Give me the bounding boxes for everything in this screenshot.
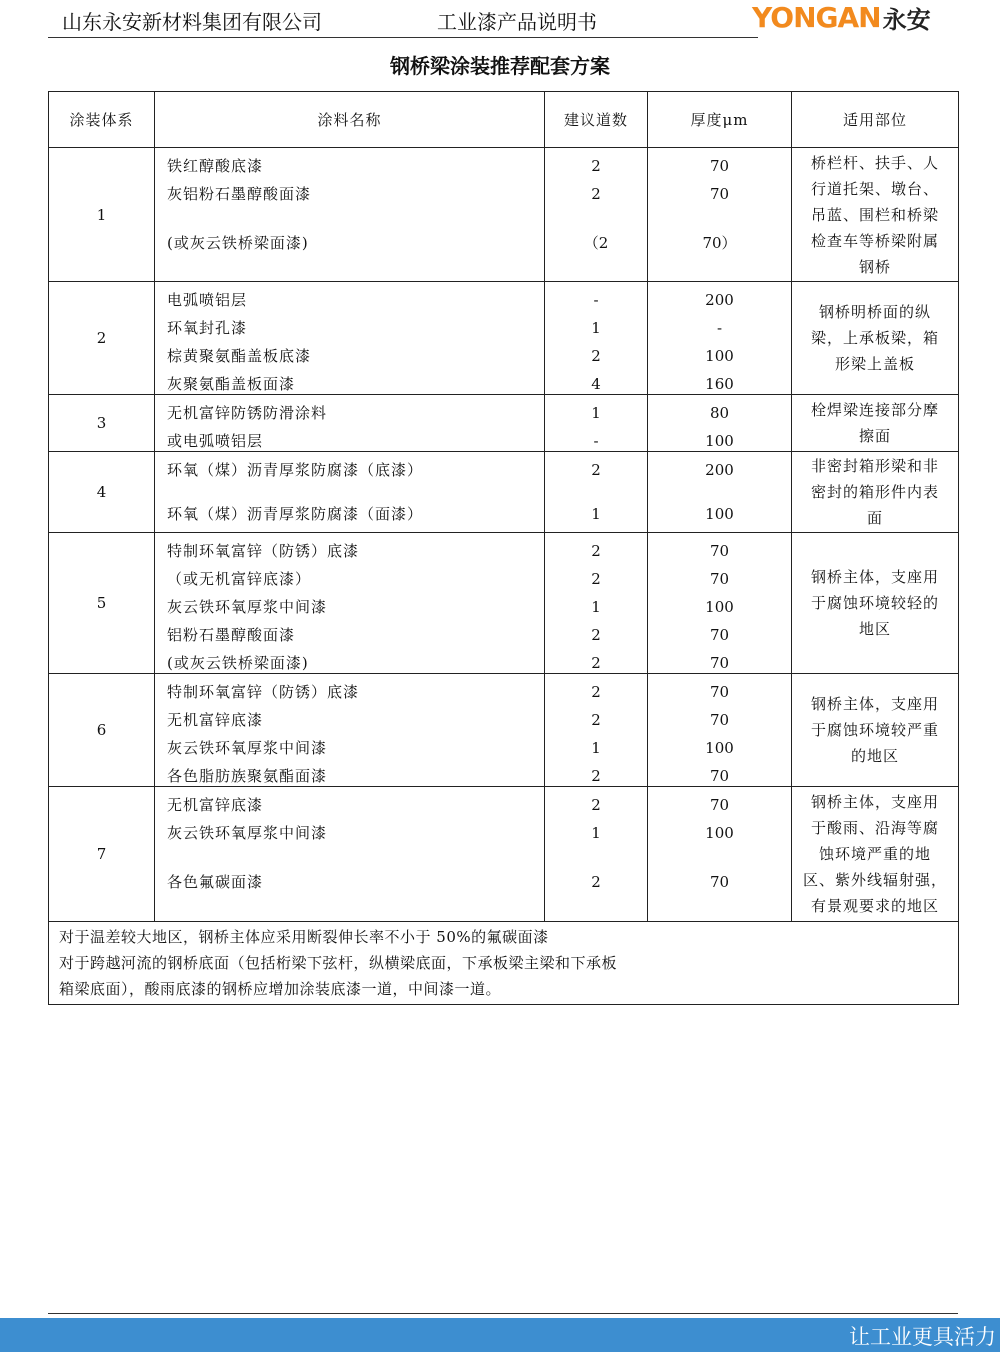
cell-line: 各色脂肪族聚氨酯面漆 xyxy=(167,767,328,785)
cell-line: 2 xyxy=(591,626,601,644)
cell-line: 100 xyxy=(705,505,734,523)
cell-line: 铁红醇酸底漆 xyxy=(167,157,264,175)
thickness-cell xyxy=(648,452,792,533)
cell-line: - xyxy=(716,319,723,337)
page-header xyxy=(0,0,1000,40)
application-area-cell xyxy=(792,148,959,282)
coating-name-cell xyxy=(155,282,545,395)
area-line: 检查车等桥梁附属 xyxy=(810,231,939,250)
cell-line xyxy=(155,208,544,229)
cell-line: 80 xyxy=(709,404,730,422)
cell-line: （2 xyxy=(583,233,609,252)
cell-line: 1 xyxy=(591,404,601,422)
area-line: 密封的箱形件内表 xyxy=(810,483,939,501)
cell-line: 70 xyxy=(709,873,730,891)
area-line: 面 xyxy=(866,509,883,527)
cell-line: 2 xyxy=(591,683,601,701)
cell-line: 70 xyxy=(709,711,730,729)
coats-cell xyxy=(545,282,648,395)
cell-line: 特制环氧富锌（防锈）底漆 xyxy=(167,683,360,701)
cell-line: 100 xyxy=(705,432,734,450)
coats-cell xyxy=(545,674,648,787)
notes-cell xyxy=(49,922,959,1005)
cell-line: 1 xyxy=(591,505,601,523)
cell-line: (或灰云铁桥梁面漆) xyxy=(167,233,309,252)
cell-line: 2 xyxy=(591,767,601,785)
cell-line: 环氧（煤）沥青厚浆防腐漆（面漆） xyxy=(167,505,424,523)
cell-line: 灰云铁环氧厚浆中间漆 xyxy=(167,739,328,757)
area-line: 区、紫外线辐射强， xyxy=(802,871,947,889)
cell-line: 100 xyxy=(705,347,734,365)
cell-line: 70 xyxy=(709,683,730,701)
cell-line: 200 xyxy=(705,291,734,309)
area-line: 有景观要求的地区 xyxy=(810,897,939,915)
header-coating-name: 涂料名称 xyxy=(155,92,545,148)
cell-line: (或灰云铁桥梁面漆) xyxy=(167,654,309,672)
header-application: 适用部位 xyxy=(792,92,959,148)
area-line: 钢桥主体，支座用 xyxy=(810,793,939,811)
cell-line: - xyxy=(593,432,599,450)
coats-cell xyxy=(545,452,648,533)
cell-line: 70 xyxy=(709,796,730,814)
area-line: 吊蓝、围栏和桥梁 xyxy=(810,205,939,224)
table-row xyxy=(49,674,959,787)
cell-line: 电弧喷铝层 xyxy=(167,291,248,309)
cell-line: 特制环氧富锌（防锈）底漆 xyxy=(167,542,360,560)
cell-line: 70 xyxy=(709,626,730,644)
cell-line: - xyxy=(593,291,599,309)
cell-line: 1 xyxy=(591,739,601,757)
footer-divider xyxy=(48,1313,958,1314)
cell-line xyxy=(545,896,647,917)
cell-line: 2 xyxy=(591,461,601,479)
cell-line: 70 xyxy=(709,157,730,175)
cell-line: 环氧（煤）沥青厚浆防腐漆（底漆） xyxy=(167,461,424,479)
cell-line xyxy=(648,847,791,868)
system-id-cell: 4 xyxy=(49,452,155,533)
logo-text-en: YONGAN xyxy=(752,0,881,34)
area-line: 的地区 xyxy=(850,747,899,765)
cell-line: 1 xyxy=(591,598,601,616)
coats-cell xyxy=(545,395,648,452)
area-line: 蚀环境严重的地 xyxy=(818,845,931,863)
cell-line: 70 xyxy=(709,542,730,560)
note-line: 箱梁底面），酸雨底漆的钢桥应增加涂装底漆一道，中间漆一道。 xyxy=(59,980,502,998)
cell-line: 160 xyxy=(705,375,734,393)
system-id-cell: 1 xyxy=(49,148,155,282)
cell-line: 100 xyxy=(705,739,734,757)
system-id-cell: 5 xyxy=(49,533,155,674)
thickness-cell xyxy=(648,148,792,282)
table-row xyxy=(49,787,959,922)
area-line: 栓焊梁连接部分摩 xyxy=(810,401,939,419)
area-line: 钢桥 xyxy=(858,257,891,276)
cell-line: 环氧封孔漆 xyxy=(167,319,248,337)
area-line: 梁，上承板梁，箱 xyxy=(810,329,939,347)
cell-line: 70 xyxy=(709,767,730,785)
cell-line: 2 xyxy=(591,873,601,891)
table-row xyxy=(49,452,959,533)
coating-name-cell xyxy=(155,674,545,787)
cell-line: 灰铝粉石墨醇酸面漆 xyxy=(167,185,312,203)
company-name: 山东永安新材料集团有限公司 xyxy=(62,10,322,34)
table-row xyxy=(49,282,959,395)
document-type: 工业漆产品说明书 xyxy=(437,10,597,34)
application-area-cell xyxy=(792,282,959,395)
cell-line: 灰云铁环氧厚浆中间漆 xyxy=(167,598,328,616)
cell-line: 100 xyxy=(705,598,734,616)
cell-line: 铝粉石墨醇酸面漆 xyxy=(167,626,296,644)
cell-line xyxy=(155,847,544,868)
system-id-cell: 2 xyxy=(49,282,155,395)
system-id-cell: 7 xyxy=(49,787,155,922)
header-coats: 建议道数 xyxy=(545,92,648,148)
thickness-cell xyxy=(648,787,792,922)
cell-line: 无机富锌底漆 xyxy=(167,796,264,814)
area-line: 钢桥主体，支座用 xyxy=(810,568,939,586)
cell-line: 2 xyxy=(591,570,601,588)
cell-line: 100 xyxy=(705,824,734,842)
cell-line: 2 xyxy=(591,796,601,814)
coating-scheme-table xyxy=(48,91,959,1005)
header-divider xyxy=(48,37,758,38)
table-row xyxy=(49,148,959,282)
footer-slogan: 让工业更具活力 xyxy=(849,1325,996,1349)
area-line: 擦面 xyxy=(858,427,891,445)
cell-line: 1 xyxy=(591,824,601,842)
area-line: 形梁上盖板 xyxy=(834,355,915,373)
cell-line xyxy=(545,208,647,229)
system-id-cell: 6 xyxy=(49,674,155,787)
cell-line: 棕黄聚氨酯盖板底漆 xyxy=(167,347,312,365)
area-line: 于酸雨、沿海等腐 xyxy=(810,819,939,837)
area-line: 钢桥主体，支座用 xyxy=(810,695,939,713)
area-line: 地区 xyxy=(858,620,891,638)
notes-row xyxy=(49,922,959,1005)
cell-line xyxy=(545,257,647,278)
cell-line xyxy=(155,896,544,917)
cell-line: 70 xyxy=(709,185,730,203)
note-line: 对于跨越河流的钢桥底面（包括桁梁下弦杆，纵横梁底面，下承板梁主梁和下承板 xyxy=(59,954,618,972)
cell-line: 70） xyxy=(702,233,737,252)
coating-name-cell xyxy=(155,787,545,922)
area-line: 行道托架、墩台、 xyxy=(810,179,939,198)
coats-cell xyxy=(545,533,648,674)
page-title: 钢桥梁涂装推荐配套方案 xyxy=(390,54,610,78)
logo-text-cn: 永安 xyxy=(882,5,931,34)
table-header-row xyxy=(49,92,959,148)
cell-line: 2 xyxy=(591,185,601,203)
application-area-cell xyxy=(792,787,959,922)
yongan-logo xyxy=(752,0,931,34)
cell-line: 各色氟碳面漆 xyxy=(167,873,264,891)
cell-line: 2 xyxy=(591,654,601,672)
coating-name-cell xyxy=(155,452,545,533)
area-line: 桥栏杆、扶手、人 xyxy=(810,153,939,172)
table-row xyxy=(49,395,959,452)
application-area-cell xyxy=(792,395,959,452)
cell-line xyxy=(648,896,791,917)
cell-line xyxy=(648,208,791,229)
area-line: 钢桥明桥面的纵 xyxy=(818,303,931,321)
coating-name-cell xyxy=(155,395,545,452)
cell-line: 200 xyxy=(705,461,734,479)
header-system: 涂装体系 xyxy=(49,92,155,148)
application-area-cell xyxy=(792,674,959,787)
cell-line xyxy=(155,257,544,278)
coats-cell xyxy=(545,787,648,922)
thickness-cell xyxy=(648,282,792,395)
thickness-cell xyxy=(648,674,792,787)
note-line: 对于温差较大地区，钢桥主体应采用断裂伸长率不小于 50%的氟碳面漆 xyxy=(59,928,549,946)
system-id-cell: 3 xyxy=(49,395,155,452)
coating-name-cell xyxy=(155,148,545,282)
application-area-cell xyxy=(792,533,959,674)
thickness-cell xyxy=(648,533,792,674)
cell-line xyxy=(545,847,647,868)
cell-line: 1 xyxy=(591,319,601,337)
cell-line: 灰聚氨酯盖板面漆 xyxy=(167,375,296,393)
cell-line: 无机富锌防锈防滑涂料 xyxy=(167,404,328,422)
thickness-cell xyxy=(648,395,792,452)
cell-line: 2 xyxy=(591,542,601,560)
cell-line: 灰云铁环氧厚浆中间漆 xyxy=(167,824,328,842)
cell-line: 2 xyxy=(591,347,601,365)
header-thickness: 厚度μm xyxy=(648,92,792,148)
cell-line xyxy=(648,257,791,278)
area-line: 于腐蚀环境较严重 xyxy=(810,721,939,739)
cell-line: 4 xyxy=(591,375,601,393)
cell-line: 2 xyxy=(591,157,601,175)
coating-name-cell xyxy=(155,533,545,674)
area-line: 非密封箱形梁和非 xyxy=(810,457,939,475)
cell-line: 或电弧喷铝层 xyxy=(167,432,264,450)
cell-line: 70 xyxy=(709,570,730,588)
footer-bar xyxy=(0,1318,1000,1352)
cell-line: 2 xyxy=(591,711,601,729)
area-line: 于腐蚀环境较轻的 xyxy=(810,594,939,612)
cell-line: （或无机富锌底漆） xyxy=(167,570,312,588)
table-row xyxy=(49,533,959,674)
application-area-cell xyxy=(792,452,959,533)
coats-cell xyxy=(545,148,648,282)
cell-line: 无机富锌底漆 xyxy=(167,711,264,729)
cell-line: 70 xyxy=(709,654,730,672)
